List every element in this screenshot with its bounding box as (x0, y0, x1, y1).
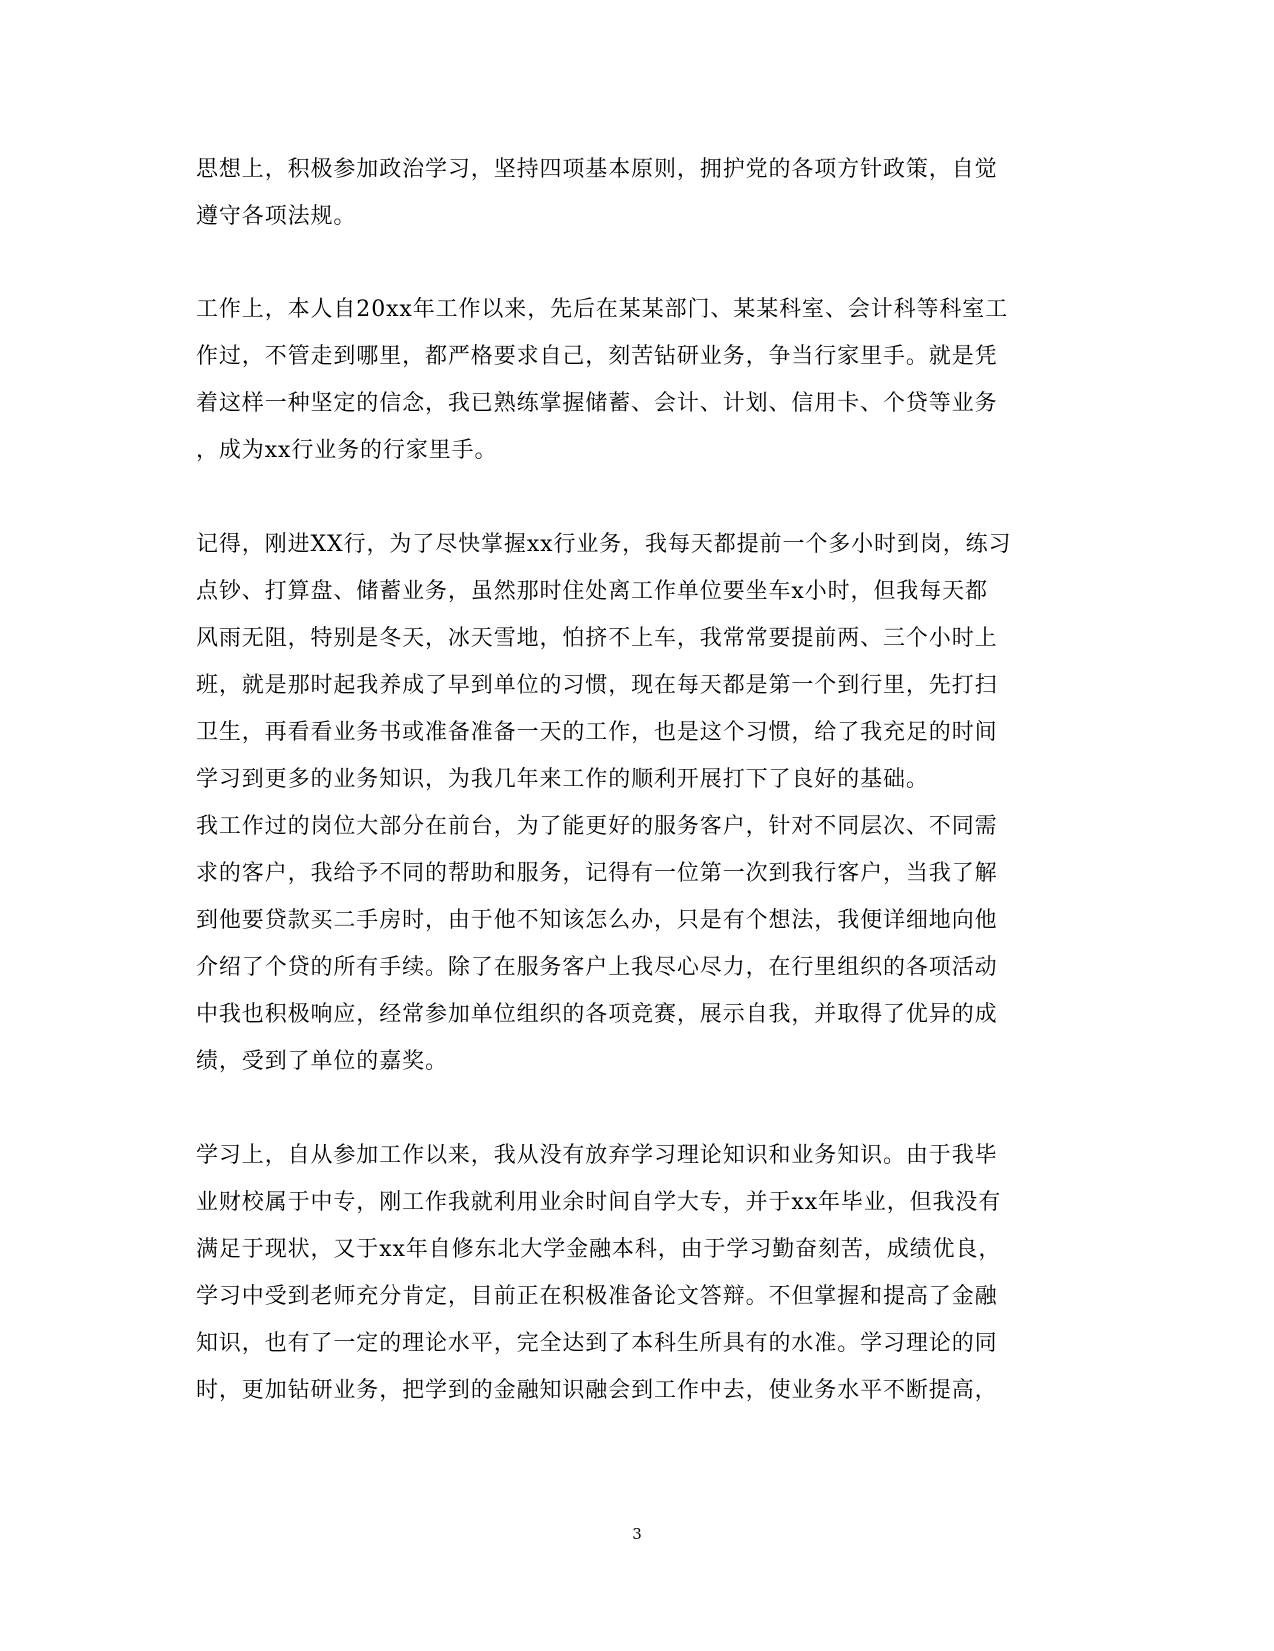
body-text-line: 时，更加钻研业务，把学到的金融知识融会到工作中去，使业务水平不断提高， (196, 1378, 998, 1403)
body-text-line: 工作上，本人自20xx年工作以来，先后在某某部门、某某科室、会计科等科室工 (196, 297, 1009, 322)
body-text-line: 班，就是那时起我养成了早到单位的习惯，现在每天都是第一个到行里，先打扫 (196, 673, 998, 698)
body-text-line: 遵守各项法规。 (196, 204, 357, 229)
body-text-line: 业财校属于中专，刚工作我就利用业余时间自学大专，并于xx年毕业，但我没有 (196, 1190, 1002, 1215)
body-text-line: 点钞、打算盘、储蓄业务，虽然那时住处离工作单位要坐车x小时，但我每天都 (196, 579, 988, 604)
body-text-line: 满足于现状，又于xx年自修东北大学金融本科，由于学习勤奋刻苦，成绩优良， (196, 1237, 1002, 1262)
body-text-line: 求的客户，我给予不同的帮助和服务，记得有一位第一次到我行客户，当我了解 (196, 861, 998, 886)
body-text-line: 知识，也有了一定的理论水平，完全达到了本科生所具有的水准。学习理论的同 (196, 1331, 998, 1356)
body-text-line: 绩，受到了单位的嘉奖。 (196, 1049, 448, 1074)
body-text-line: 介绍了个贷的所有手续。除了在服务客户上我尽心尽力，在行里组织的各项活动 (196, 955, 998, 980)
body-text-line: 思想上，积极参加政治学习，坚持四项基本原则，拥护党的各项方针政策，自觉 (196, 157, 998, 182)
body-text-line: 学习上，自从参加工作以来，我从没有放弃学习理论知识和业务知识。由于我毕 (196, 1143, 998, 1168)
page-number: 3 (632, 1525, 642, 1543)
body-text-line: 学习中受到老师充分肯定，目前正在积极准备论文答辩。不但掌握和提高了金融 (196, 1284, 998, 1309)
body-text-line: 到他要贷款买二手房时，由于他不知该怎么办，只是有个想法，我便详细地向他 (196, 908, 998, 933)
body-text-line: ，成为xx行业务的行家里手。 (196, 438, 498, 463)
body-text-line: 作过，不管走到哪里，都严格要求自己，刻苦钻研业务，争当行家里手。就是凭 (196, 344, 998, 369)
body-text-line: 卫生，再看看业务书或准备准备一天的工作，也是这个习惯，给了我充足的时间 (196, 720, 998, 745)
body-text-line: 中我也积极响应，经常参加单位组织的各项竞赛，展示自我，并取得了优异的成 (196, 1002, 998, 1027)
body-text-line: 学习到更多的业务知识，为我几年来工作的顺利开展打下了良好的基础。 (196, 767, 929, 792)
body-text-line: 风雨无阻，特别是冬天，冰天雪地，怕挤不上车，我常常要提前两、三个小时上 (196, 626, 998, 651)
body-text-line: 我工作过的岗位大部分在前台，为了能更好的服务客户，针对不同层次、不同需 (196, 814, 998, 839)
body-text-line: 着这样一种坚定的信念，我已熟练掌握储蓄、会计、计划、信用卡、个贷等业务 (196, 391, 998, 416)
body-text-line: 记得，刚进XX行，为了尽快掌握xx行业务，我每天都提前一个多小时到岗，练习 (196, 532, 1012, 557)
